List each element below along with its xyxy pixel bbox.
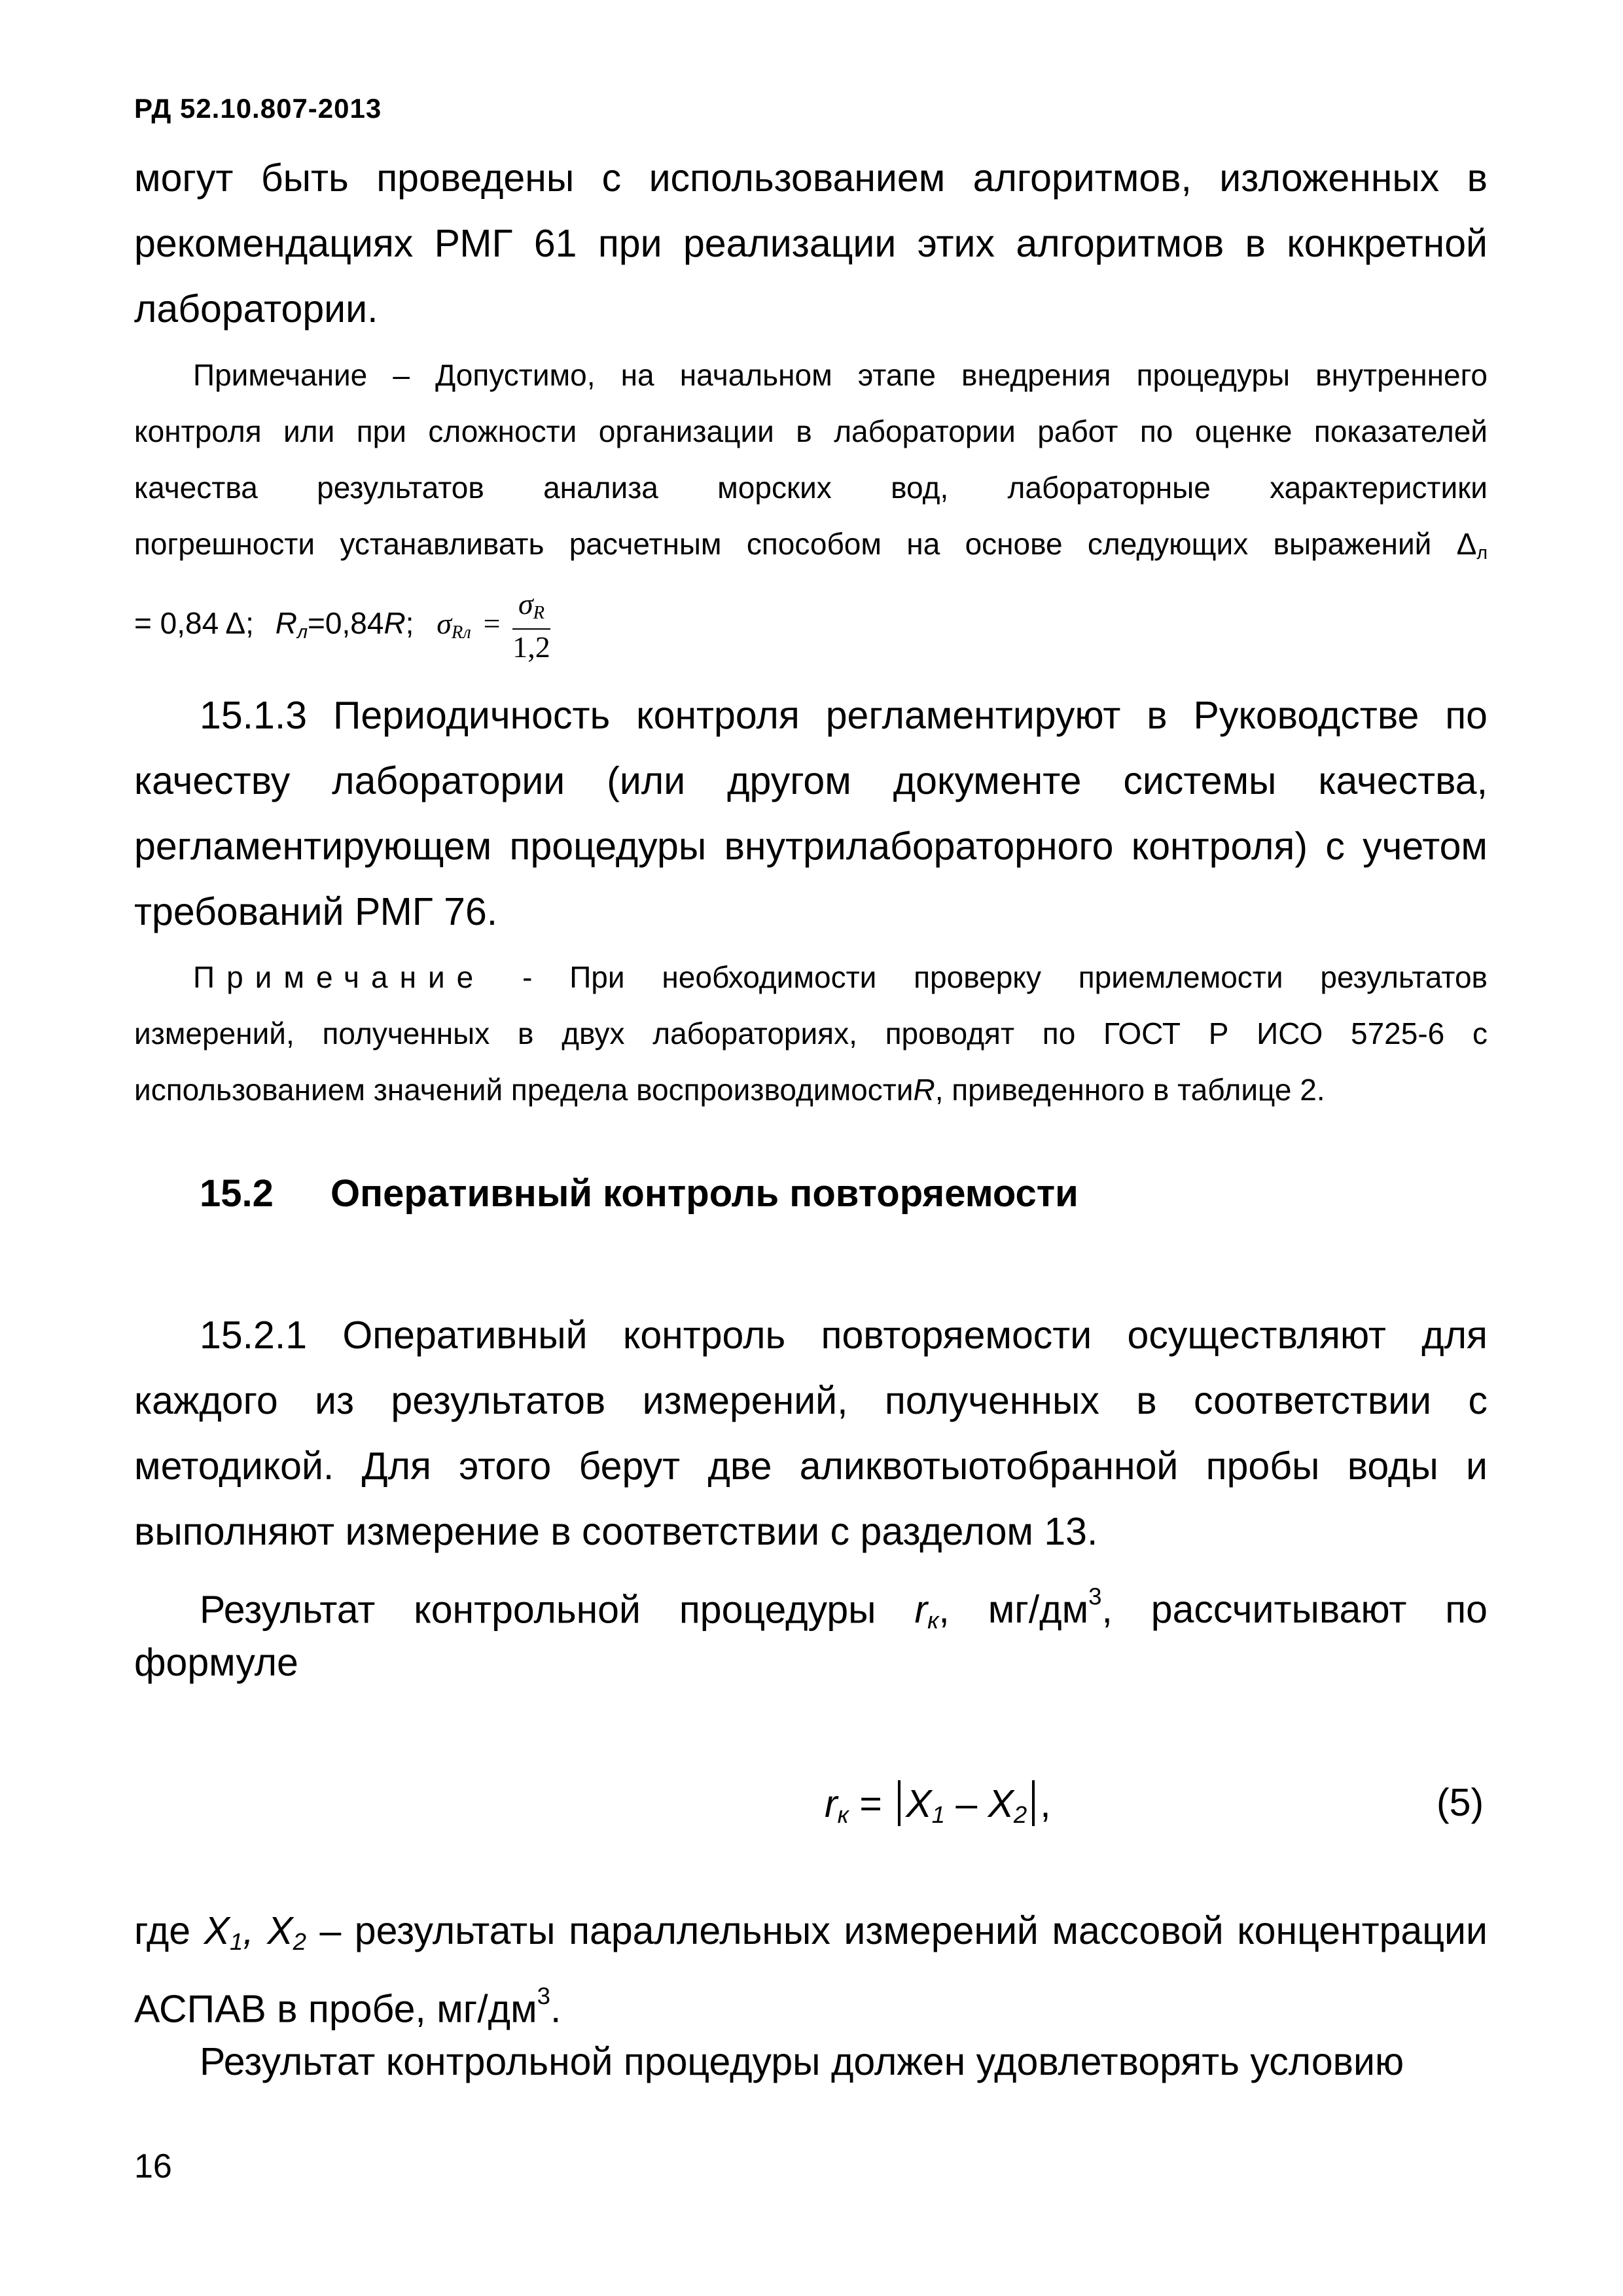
text-line: где $X_1$, $X_2$ – результаты параллельных измерений массовой концентрации (134, 1909, 1488, 1956)
note-line: качества результатов анализа морских вод, лабораторные характеристики (134, 471, 1488, 505)
equation-number: (5) (1436, 1781, 1484, 1824)
text-line: каждого из результатов измерений, полученных в соответствии с (134, 1379, 1488, 1422)
note-formulas (134, 589, 550, 662)
note-line (134, 516, 1488, 581)
text-line: рекомендациях РМГ 61 при реализации этих алгоритмов в конкретной (134, 222, 1488, 265)
text-line: 15.1.3 Периодичность контроля регламентируют в Руководстве по (200, 694, 1488, 737)
formula-r: $R_л=0,84R$; (275, 606, 414, 643)
note-line: измерений, полученных в двух лабораториях, проводят по ГОСТ Р ИСО 5725-6 с (134, 1016, 1488, 1050)
note-line: Примечание - При необходимости проверку приемлемости результатов (193, 960, 1488, 994)
note-line: использованием значений предела воспроизводимостиR, приведенного в таблице 2. (134, 1073, 1325, 1107)
note-line: Примечание – Допустимо, на начальном этапе внедрения процедуры внутреннего (193, 358, 1488, 392)
fraction: $\frac{\sigma_R}{1,2}$ (512, 587, 550, 664)
formula-sigma: $\sigma_{Rл}$ = $\frac{\sigma_R}{1,2}$ (437, 587, 550, 664)
section-number: 15.2 (200, 1172, 274, 1215)
page-number: 16 (134, 2147, 172, 2185)
abs-bar-right (1032, 1780, 1035, 1826)
text-line: требований РМГ 76. (134, 890, 498, 933)
equation: $r_к = X_1 - X_2$ , (825, 1780, 1051, 1829)
text-line: АСПАВ в пробе, $мг/дм^3$. (134, 1982, 562, 2031)
text-line: могут быть проведены с использованием алгоритмов, изложенных в (134, 156, 1488, 200)
text-line: Результат контрольной процедуры $r_к$, $мг/дм^3$, рассчитывают по (200, 1583, 1488, 1634)
text-line: регламентирующем процедуры внутрилабораторного контроля) с учетом (134, 825, 1488, 868)
text-line: Результат контрольной процедуры должен удовлетворять условию (200, 2040, 1404, 2083)
text-line: методикой. Для этого берут две аликвотыотобранной пробы воды и (134, 1444, 1488, 1488)
text-line: качеству лаборатории (или другом документе системы качества, (134, 759, 1488, 802)
note-line: контроля или при сложности организации в лаборатории работ по оценке показателей (134, 414, 1488, 448)
document-code: РД 52.10.807-2013 (134, 93, 382, 124)
abs-bar-left (898, 1780, 901, 1826)
text-line: 15.2.1 Оперативный контроль повторяемости осуществляют для (200, 1314, 1488, 1357)
section-title: Оперативный контроль повторяемости (330, 1172, 1079, 1215)
text-line: выполняют измерение в соответствии с разделом 13. (134, 1510, 1098, 1553)
text-line: формуле (134, 1641, 298, 1684)
subscript: л (1476, 543, 1488, 564)
note-label: Примечание (193, 960, 486, 994)
note-line-text: погрешности устанавливать расчетным способом на основе следующих выражений Δ (134, 527, 1477, 561)
text-line: лаборатории. (134, 287, 378, 331)
formula-delta: = 0,84 Δ; (134, 606, 254, 641)
